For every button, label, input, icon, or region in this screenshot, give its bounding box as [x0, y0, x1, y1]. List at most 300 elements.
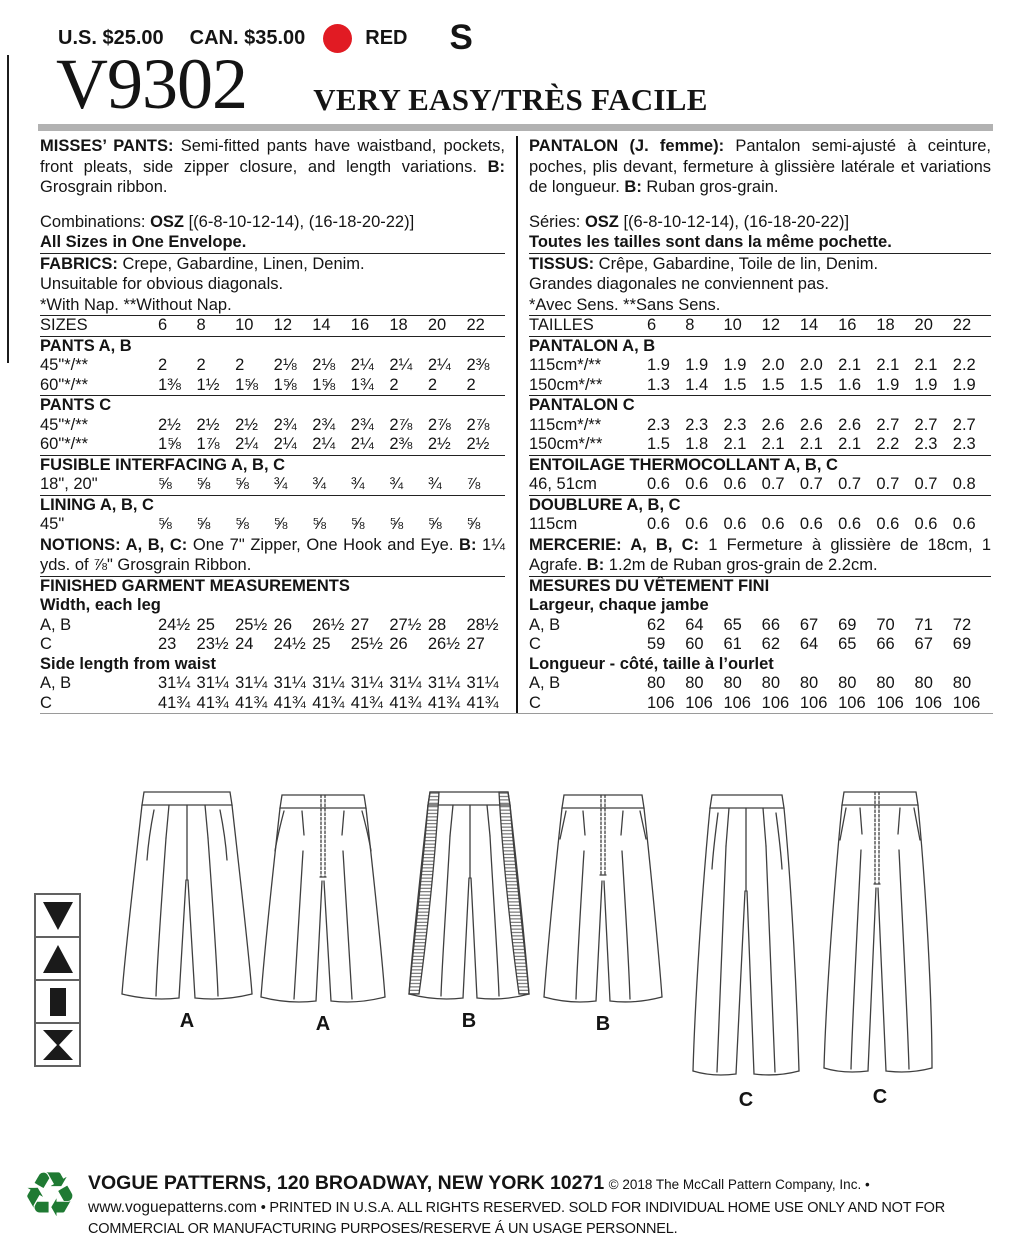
table-cell: 1.9 [685, 356, 709, 374]
size-letter: S [449, 18, 473, 57]
table-section-heading: ENTOILAGE THERMOCOLLANT A, B, C [529, 455, 838, 474]
table-cell: 62 [647, 615, 666, 634]
table-cell: 6 [158, 316, 168, 334]
text-segment: One 7" Zipper, One Hook and Eye. [187, 535, 460, 554]
table-cell: 1⅝ [158, 435, 181, 453]
table-cell: 1.5 [647, 435, 670, 453]
table-cell: ⅝ [427, 515, 442, 533]
table-row [529, 635, 991, 655]
table-cell: 2⅛ [273, 356, 297, 374]
description-fr [529, 136, 991, 198]
footer [88, 1172, 1003, 1237]
table-cell: ¾ [389, 475, 404, 493]
yardage-table-en [40, 316, 505, 535]
table-cell: 106 [952, 693, 981, 712]
table-cell: 2.7 [914, 415, 938, 434]
table-cell: 2.1 [723, 435, 747, 453]
text-segment: B: [586, 556, 605, 574]
table-cell: 41¾ [350, 693, 383, 712]
table-cell: 27 [350, 615, 370, 634]
table-cell: 67 [799, 615, 819, 634]
table-cell: 27½ [389, 615, 422, 634]
table-section-heading: DOUBLURE A, B, C [529, 495, 681, 514]
footer-line2 [88, 1199, 1003, 1217]
table-cell: 41¾ [273, 693, 306, 712]
table-cell: 1.4 [685, 375, 709, 394]
text-segment: 1 Fermeture à glissière de 18cm, 1 Agrafe. [529, 535, 992, 574]
table-cell: 12 [273, 316, 293, 334]
table-cell: 2¾ [312, 415, 336, 434]
table-cell: 0.6 [838, 515, 862, 533]
table-cell: 2½ [466, 435, 490, 453]
row-label: 115cm*/** [529, 356, 602, 374]
table-cell: ⅝ [350, 515, 365, 533]
table-cell: 41¾ [196, 693, 229, 712]
table-cell: 16 [350, 316, 370, 334]
table-cell: 2¼ [235, 435, 259, 453]
text-segment: PANTALON (J. femme): [529, 137, 725, 155]
table-cell: 80 [799, 674, 819, 692]
table-cell: 0.6 [914, 515, 938, 533]
recycle-icon: ♻ [22, 1158, 78, 1231]
table-row [529, 376, 991, 397]
table-section-heading: PANTS C [40, 396, 112, 414]
red-dot-icon [323, 24, 352, 53]
table-cell: 0.6 [685, 515, 709, 533]
table-row [40, 694, 505, 714]
table-cell: 2¼ [350, 356, 374, 374]
table-cell: 2.3 [685, 415, 709, 434]
table-cell: 2.1 [914, 356, 938, 374]
text-segment: Crepe, Gabardine, Linen, Denim. [117, 254, 365, 273]
table-cell: 2.3 [647, 415, 670, 434]
table-cell: 18 [876, 316, 895, 334]
table-cell: 26 [389, 635, 408, 653]
view-label: A [179, 1010, 195, 1032]
text-segment: Grosgrain ribbon. [40, 178, 168, 196]
yardage-table-fr [529, 316, 991, 535]
table-cell: 0.6 [952, 515, 976, 533]
table-cell: 80 [876, 674, 895, 692]
table-cell: 2.3 [914, 435, 938, 453]
table-cell: 20 [914, 316, 933, 334]
rights-text: • PRINTED IN U.S.A. ALL RIGHTS RESERVED. SOLD FOR INDIVIDUAL HOME USE ONLY AND NOT FOR [260, 1200, 945, 1216]
row-label: A, B [529, 674, 561, 692]
table-cell: 22 [952, 316, 972, 334]
table-cell: 2.1 [876, 356, 900, 374]
row-label: 45"*/** [40, 356, 89, 374]
combinations-fr [529, 212, 991, 233]
notions-fr [529, 535, 991, 577]
rectangle-symbol [34, 979, 81, 1022]
table-cell: 61 [723, 635, 742, 653]
table-row [40, 674, 505, 694]
fabrics-note-en: Unsuitable for obvious diagonals. [40, 275, 284, 293]
row-label: 45" [40, 515, 65, 533]
table-cell: 25 [196, 615, 215, 634]
table-cell: 1.5 [799, 375, 823, 394]
table-cell: 66 [761, 615, 781, 634]
table-cell: 23½ [196, 635, 229, 653]
table-cell: 31¼ [312, 674, 345, 692]
row-label: 150cm*/** [529, 435, 603, 453]
table-cell: 2⅜ [466, 356, 490, 374]
table-cell: 0.6 [685, 475, 709, 493]
table-cell: 28 [427, 615, 447, 634]
table-cell: 41¾ [312, 693, 345, 712]
table-cell: 2 [427, 375, 438, 394]
view-label: A [315, 1013, 331, 1035]
table-cell: 2½ [158, 415, 181, 434]
view-label: B [595, 1013, 611, 1035]
cutting-symbols-column [34, 893, 81, 1067]
table-cell: 31¼ [427, 674, 460, 692]
table-cell: 2¼ [273, 435, 297, 453]
table-cell: 1⅜ [158, 375, 181, 394]
table-cell: 2.0 [761, 356, 785, 374]
row-label: A, B [529, 615, 561, 634]
table-row [529, 435, 991, 456]
spacer [40, 198, 505, 212]
measurements-table-en [40, 577, 505, 714]
table-cell: 67 [914, 635, 933, 653]
table-cell: 0.7 [838, 475, 862, 493]
table-cell: 31¼ [466, 674, 499, 692]
pants-b-front [404, 788, 534, 1033]
text-segment: B: [624, 178, 642, 196]
row-label: 18", 20" [40, 475, 98, 493]
table-cell: 14 [312, 316, 331, 334]
view-label: C [872, 1086, 888, 1108]
table-cell: 6 [647, 316, 657, 334]
table-cell: 10 [235, 316, 254, 334]
table-section-heading: FINISHED GARMENT MEASUREMENTS [40, 576, 350, 595]
table-cell: 106 [876, 693, 904, 712]
table-cell: 2½ [427, 435, 451, 453]
table-row [529, 515, 991, 535]
table-cell: 2 [466, 375, 476, 394]
table-cell: 60 [685, 635, 704, 653]
all-sizes-en: All Sizes in One Envelope. [40, 232, 505, 254]
table-cell: 10 [723, 316, 742, 334]
header-divider-bar [38, 124, 993, 131]
table-cell: 2.1 [799, 435, 823, 453]
table-cell: 2¼ [427, 356, 451, 374]
table-cell: 106 [838, 693, 866, 712]
table-cell: 12 [761, 316, 781, 334]
description-en [40, 136, 505, 198]
table-cell: 62 [761, 635, 781, 653]
table-cell: 2.2 [876, 435, 900, 453]
table-cell: 28½ [466, 615, 499, 634]
table-cell: 2.1 [838, 435, 862, 453]
table-cell: 2¾ [350, 415, 374, 434]
table-cell: 2¼ [389, 356, 413, 374]
text-segment: B: [459, 535, 477, 554]
table-section-heading: Longueur - côté, taille à l’ourlet [529, 654, 774, 673]
table-cell: 0.6 [876, 515, 900, 533]
text-segment: MISSES’ PANTS: [40, 137, 174, 155]
table-row [529, 694, 991, 714]
table-cell: 106 [799, 693, 828, 712]
website-url: www.voguepatterns.com [88, 1199, 257, 1216]
table-cell: ⅝ [389, 515, 404, 533]
table-cell: 2.7 [952, 415, 976, 434]
row-label: A, B [40, 615, 72, 634]
footer-line1 [88, 1172, 1003, 1195]
table-cell: 2 [158, 356, 168, 374]
table-cell: 0.6 [647, 515, 670, 533]
table-cell: 8 [685, 316, 695, 334]
pants-c-front [684, 791, 808, 1112]
table-row [529, 475, 991, 496]
table-cell: 80 [952, 674, 972, 692]
table-cell: 64 [799, 635, 819, 653]
table-cell: 71 [914, 615, 933, 634]
table-cell: 2.6 [838, 415, 862, 434]
hourglass-symbol [34, 1022, 81, 1067]
table-cell: 2.3 [952, 435, 976, 453]
table-cell: 26 [273, 615, 293, 634]
table-cell: 26½ [427, 635, 460, 653]
row-label: C [40, 693, 52, 712]
table-cell: 2¼ [312, 435, 336, 453]
table-cell: 1.9 [876, 375, 900, 394]
table-cell: 2.2 [952, 356, 976, 374]
table-cell: 80 [723, 674, 742, 692]
text-segment: NOTIONS: A, B, C: [40, 535, 188, 554]
row-label: C [40, 635, 52, 653]
table-cell: 41¾ [235, 693, 268, 712]
column-divider [516, 136, 518, 713]
table-cell: 0.7 [761, 475, 785, 493]
pants-b-back [540, 791, 666, 1036]
fabrics-en [40, 254, 505, 275]
difficulty-tagline: VERY EASY/TRÈS FACILE [313, 82, 708, 117]
table-cell: 2⅜ [389, 435, 413, 453]
table-cell: 24 [235, 635, 254, 653]
table-cell: 25 [312, 635, 331, 653]
view-label: B [461, 1010, 477, 1032]
table-cell: 31¼ [235, 674, 268, 692]
table-row [529, 616, 991, 636]
row-label: TAILLES [529, 316, 594, 334]
table-cell: 1.8 [685, 435, 709, 453]
table-cell: ¾ [312, 475, 326, 493]
table-cell: 0.8 [952, 475, 976, 493]
table-cell: 65 [723, 615, 742, 634]
table-cell: 72 [952, 615, 972, 634]
row-label: C [529, 693, 541, 712]
measurements-table-fr [529, 577, 991, 714]
table-cell: ⅝ [312, 515, 326, 533]
table-cell: ⅝ [196, 515, 211, 533]
table-cell: 106 [723, 693, 751, 712]
table-cell: ¾ [350, 475, 365, 493]
table-cell: 2 [196, 356, 206, 374]
table-cell: 2⅞ [427, 415, 451, 434]
text-segment: B: [487, 157, 505, 176]
table-section-heading: Width, each leg [40, 596, 161, 614]
table-cell: 2½ [235, 415, 259, 434]
table-cell: 27 [466, 635, 485, 653]
table-cell: 1⅝ [273, 375, 297, 394]
table-cell: ¾ [273, 475, 288, 493]
all-sizes-fr: Toutes les tailles sont dans la même pochette. [529, 232, 991, 254]
pants-a-front [116, 788, 258, 1033]
table-section-heading: Side length from waist [40, 654, 217, 673]
table-section-heading: PANTS A, B [40, 336, 132, 355]
table-cell: 2¾ [273, 415, 297, 434]
table-section-heading: LINING A, B, C [40, 495, 154, 514]
text-segment: OSZ [584, 212, 619, 231]
table-row [40, 435, 505, 456]
text-segment: TISSUS: [529, 254, 595, 273]
table-cell: 24½ [273, 635, 306, 653]
table-cell: 1.3 [647, 375, 670, 394]
table-cell: 1¾ [350, 375, 374, 394]
table-row [529, 674, 991, 694]
table-cell: 2.1 [761, 435, 785, 453]
table-cell: 8 [196, 316, 206, 334]
row-label: A, B [40, 674, 72, 692]
text-segment: Crêpe, Gabardine, Toile de lin, Denim. [594, 254, 879, 273]
row-label: C [529, 635, 541, 653]
table-section-heading: MESURES DU VÊTEMENT FINI [529, 576, 770, 595]
table-cell: 2⅞ [466, 415, 490, 434]
table-cell: ⅝ [466, 515, 481, 533]
table-cell: 1.5 [723, 375, 747, 394]
table-cell: 0.6 [723, 515, 747, 533]
table-cell: 0.6 [761, 515, 785, 533]
table-cell: 31¼ [389, 674, 422, 692]
table-cell: 31¼ [273, 674, 306, 692]
table-cell: 41¾ [389, 693, 422, 712]
table-cell: 65 [838, 635, 857, 653]
table-cell: 2.1 [838, 356, 862, 374]
view-label: C [738, 1089, 754, 1111]
fabrics-note-fr: Grandes diagonales ne conviennent pas. [529, 275, 829, 293]
table-cell: 14 [799, 316, 819, 334]
table-cell: 66 [876, 635, 895, 653]
table-cell: 80 [685, 674, 704, 692]
table-cell: ¾ [427, 475, 442, 493]
table-cell: 2⅞ [389, 415, 413, 434]
table-cell: 0.6 [723, 475, 747, 493]
table-cell: 69 [952, 635, 972, 653]
body-columns [40, 136, 993, 714]
text-segment: Ruban gros-grain. [641, 178, 779, 196]
fabrics-block-en [40, 254, 505, 317]
table-cell: 25½ [235, 615, 268, 634]
fabrics-fr [529, 254, 991, 275]
footer-line3: COMMERCIAL OR MANUFACTURING PURPOSES/RESERVE Á UN USAGE PERSONNEL. [88, 1221, 678, 1237]
table-cell: 31¼ [196, 674, 229, 692]
table-cell: 2.3 [723, 415, 747, 434]
notions-en [40, 535, 505, 577]
table-cell: 1.5 [761, 375, 785, 394]
text-segment: Séries: [529, 212, 585, 231]
nap-note-en: *With Nap. **Without Nap. [40, 295, 232, 314]
pants-c-back [816, 788, 944, 1109]
table-cell: 2½ [196, 415, 220, 434]
table-row [40, 416, 505, 436]
table-cell: 80 [761, 674, 781, 692]
table-section-heading: FUSIBLE INTERFACING A, B, C [40, 455, 286, 474]
table-cell: ⅝ [273, 515, 288, 533]
table-section-heading: Largeur, chaque jambe [529, 596, 709, 614]
table-cell: 106 [647, 693, 675, 712]
table-row [529, 356, 991, 376]
table-cell: 59 [647, 635, 666, 653]
table-cell: 31¼ [158, 674, 191, 692]
table-row [40, 635, 505, 655]
table-cell: 31¼ [350, 674, 383, 692]
text-segment: [(6-8-10-12-14), (16-18-20-22)] [618, 212, 850, 231]
row-label: 60"*/** [40, 435, 89, 453]
table-cell: 0.7 [876, 475, 900, 493]
price-us: U.S. $25.00 [58, 26, 164, 49]
table-cell: 26½ [312, 615, 345, 634]
table-cell: 80 [838, 674, 857, 692]
table-row [40, 515, 505, 535]
text-segment: Semi-fitted pants have waistband, pockets, front pleats, side zipper closure, and length variations. [40, 137, 505, 176]
row-label: 115cm [529, 515, 578, 533]
text-segment: Pantalon semi-ajusté à ceinture, poches, plis devant, fermeture à glissière latérale et variations de longueur. [529, 137, 991, 196]
table-row [529, 416, 991, 436]
text-segment: 1¼ yds. of ⅞" Grosgrain Ribbon. [40, 535, 505, 574]
text-segment: FABRICS: [40, 254, 118, 273]
text-segment: MERCERIE: A, B, C: [529, 535, 700, 554]
table-cell: ⅝ [196, 475, 211, 493]
table-row [40, 316, 505, 337]
fabrics-block-fr [529, 254, 991, 317]
table-cell: 1½ [196, 375, 220, 394]
row-label: 45"*/** [40, 415, 89, 434]
row-label: 46, 51cm [529, 475, 597, 493]
table-cell: 2.0 [799, 356, 823, 374]
table-row [40, 356, 505, 376]
row-label: SIZES [40, 316, 88, 334]
table-cell: 20 [427, 316, 447, 334]
table-row [40, 376, 505, 397]
row-label: 115cm*/** [529, 415, 602, 434]
publisher-address: VOGUE PATTERNS, 120 BROADWAY, NEW YORK 10271 [88, 1172, 605, 1194]
table-cell: 2 [235, 356, 245, 374]
triangle-up-symbol [34, 936, 81, 979]
table-cell: 80 [914, 674, 933, 692]
table-cell: ⅝ [158, 515, 172, 533]
table-cell: 1.9 [914, 375, 938, 394]
table-cell: 0.6 [647, 475, 670, 493]
table-cell: 1.6 [838, 375, 862, 394]
spacer [529, 198, 991, 212]
table-cell: 25½ [350, 635, 383, 653]
table-cell: 41¾ [427, 693, 460, 712]
table-cell: 69 [838, 615, 857, 634]
table-cell: 1⅝ [235, 375, 259, 394]
table-cell: 2⅛ [312, 356, 336, 374]
table-row [40, 616, 505, 636]
table-cell: 1.9 [723, 356, 747, 374]
table-cell: 106 [914, 693, 943, 712]
text-segment: Combinations: [40, 212, 151, 231]
color-name: RED [365, 26, 408, 49]
table-cell: 0.6 [799, 515, 823, 533]
table-cell: 0.7 [914, 475, 938, 493]
table-cell: 2 [389, 375, 399, 394]
table-section-heading: PANTALON A, B [529, 336, 656, 355]
